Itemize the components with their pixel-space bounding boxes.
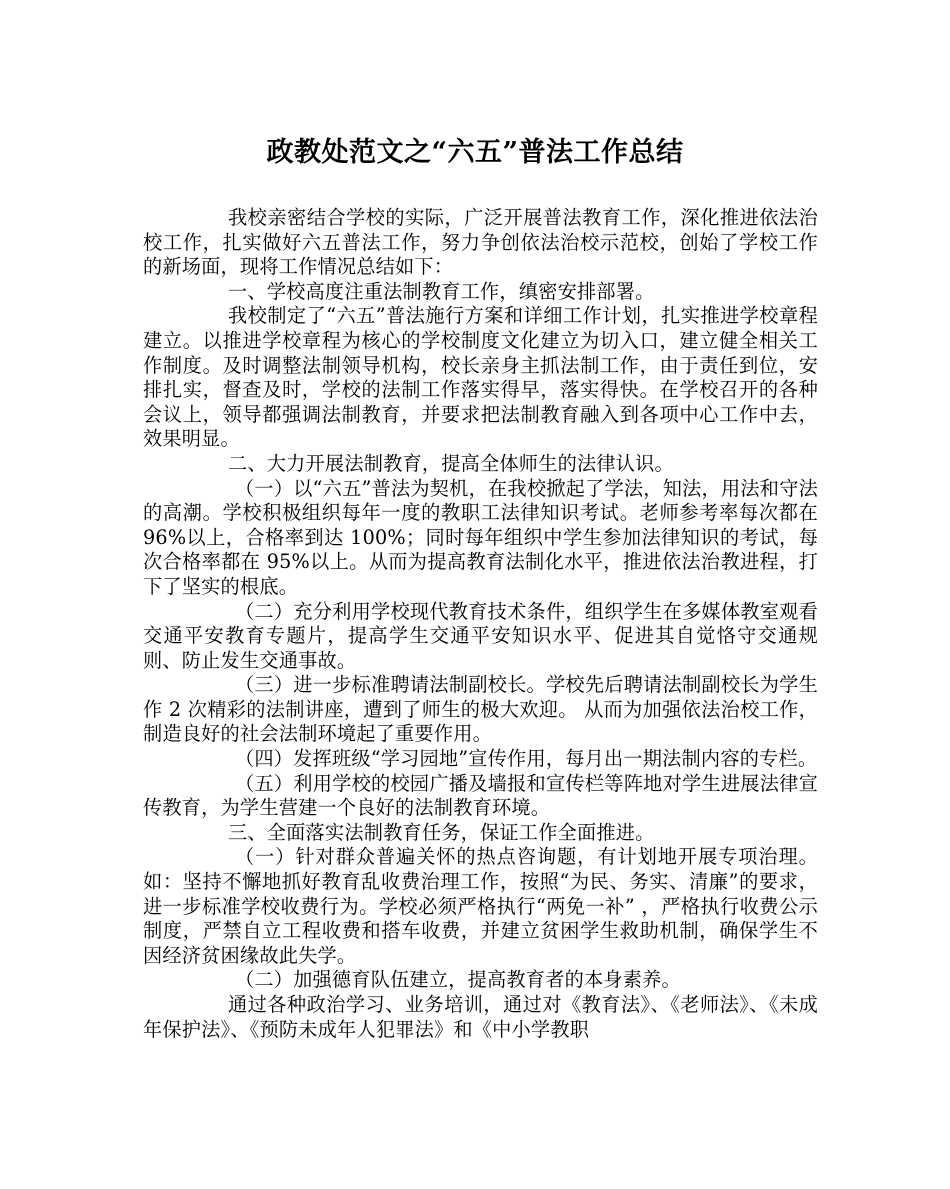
paragraph-item-2-4: （四）发挥班级“学习园地”宣传作用，每月出一期法制内容的专栏。 (235, 747, 818, 771)
document-body (143, 206, 818, 1042)
paragraph-item-2-1: （一）以“六五”普法为契机，在我校掀起了学法，知法，用法和守法的高潮。学校积极组织每年一度的教职工法律知识考试。老师参考率每次都在 96%以上，合格率到达 100%；同时每年组织中学生参加法律知识的考试，每次合格率都在 95%以上。从而为提高教育法制化水平，推进依法治教进程，打下了坚实的根底。 (143, 476, 818, 598)
paragraph-continuation: 通过各种政治学习、业务培训，通过对《教育法》、《老师法》、《未成年保护法》、《预防未成年人犯罪法》和《中小学教职 (143, 993, 818, 1041)
paragraph-item-2-3: （三）进一步标准聘请法制副校长。学校先后聘请法制副校长为学生作 2 次精彩的法制讲座，遭到了师生的极大欢迎。 从而为加强依法治校工作， 制造良好的社会法制环境起了重要作用。 (143, 673, 818, 746)
paragraph-item-2-5: （五）利用学校的校园广播及墙报和宣传栏等阵地对学生进展法律宣传教育，为学生营建一个良好的法制教育环境。 (143, 771, 818, 820)
section-heading-3: 三、全面落实法制教育任务，保证工作全面推进。 (228, 820, 655, 844)
document-title: 政教处范文之“六五”普法工作总结 (266, 137, 684, 168)
paragraph-item-2-2: （二）充分利用学校现代教育技术条件，组织学生在多媒体教室观看交通平安教育专题片，提高学生交通平安知识水平、促进其自觉恪守交通规则、防止发生交通事故。 (143, 599, 818, 672)
paragraph-section-1: 我校制定了“六五”普法施行方案和详细工作计划，扎实推进学校章程建立。以推进学校章程为核心的学校制度文化建立为切入口，建立健全相关工作制度。及时调整法制领导机构，校长亲身主抓法制工作，由于责任到位，安排扎实，督查及时，学校的法制工作落实得早，落实得快。在学校召开的各种会议上，领导都强调法制教育，并要求把法制教育融入到各项中心工作中去，效果明显。 (143, 304, 818, 451)
section-heading-1: 一、学校高度注重法制教育工作，缜密安排部署。 (228, 279, 655, 303)
paragraph-intro: 我校亲密结合学校的实际，广泛开展普法教育工作，深化推进依法治校工作，扎实做好六五普法工作，努力争创依法治校示范校，创始了学校工作的新场面，现将工作情况总结如下： (143, 206, 818, 279)
section-heading-2: 二、大力开展法制教育，提高全体师生的法律认识。 (228, 451, 674, 475)
paragraph-item-3-2: （二）加强德育队伍建立，提高教育者的本身素养。 (235, 968, 681, 992)
paragraph-item-3-1: （一）针对群众普遍关怀的热点咨询题，有计划地开展专项治理。 如：坚持不懈地抓好教育乱收费治理工作，按照“为民、务实、清廉”的要求，进一步标准学校收费行为。学校必须严格执行“两免一补” ，严格执行收费公示制度，严禁自立工程收费和搭车收费，并建立贫困学生救助机制，确保学生不因经济贫困缘故此失学。 (143, 845, 818, 967)
